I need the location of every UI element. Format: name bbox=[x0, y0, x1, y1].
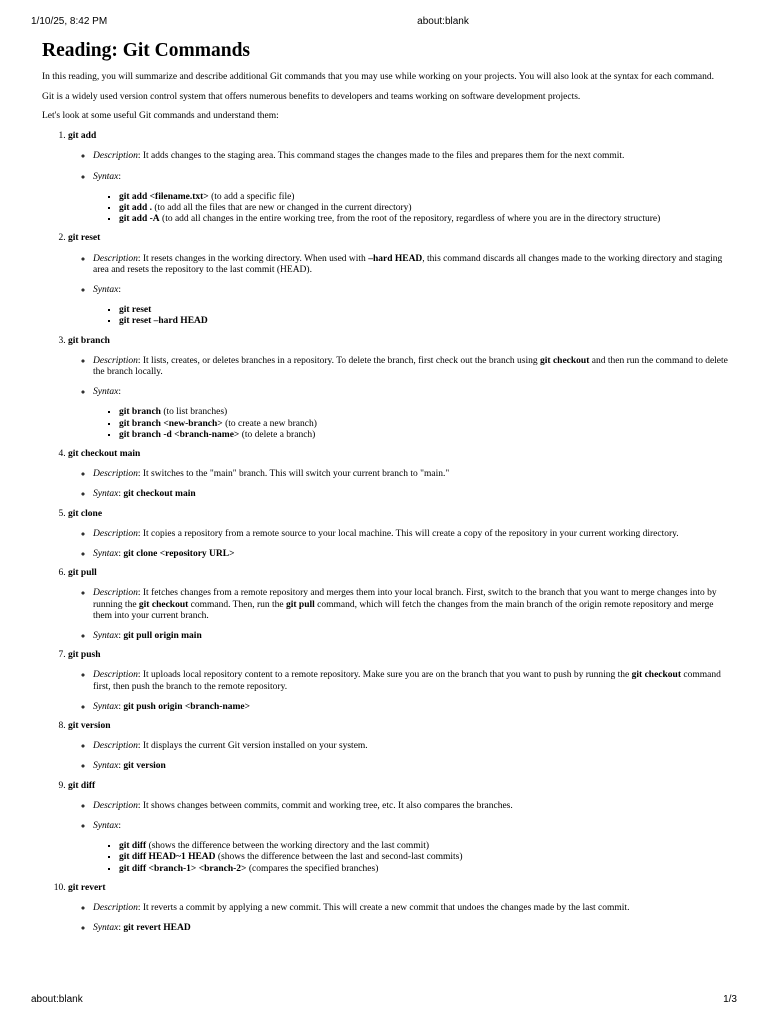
print-datetime: 1/10/25, 8:42 PM bbox=[31, 16, 108, 27]
command-item bbox=[68, 336, 732, 441]
description-text: and then run the command to delete the branch locally. bbox=[93, 355, 728, 377]
syntax-code: git add . bbox=[119, 202, 152, 213]
description-label: Description bbox=[93, 253, 138, 264]
syntax-note: (to add all changes in the entire working tree, from the root of the repository, regardless of where you are in the directory structure) bbox=[159, 214, 661, 225]
command-details bbox=[68, 529, 732, 560]
description-item: ◦ Description: It resets changes in the working directory. When used with –hard HEAD, this command discards all changes made to the working directory and staging area and resets the repository to the last commit (HEAD). bbox=[93, 254, 732, 276]
syntax-list bbox=[93, 841, 732, 875]
description-item: ◦ Description: It fetches changes from a remote repository and merges them into your local branch. First, switch to the branch that you want to merge changes into by running the git checkout command. Then, run the git pull command, which will fetch the changes from the main branch of the origin remote repository and merge them into your current branch. bbox=[93, 588, 732, 622]
description-text: It adds changes to the staging area. This command stages the changes made to the files and prepares them for the next commit. bbox=[142, 151, 625, 162]
intro-paragraph: Let's look at some useful Git commands and understand them: bbox=[42, 111, 279, 122]
command-details bbox=[68, 903, 732, 934]
syntax-label: Syntax bbox=[93, 171, 119, 182]
command-name: 2. git reset bbox=[68, 233, 101, 244]
description-label: Description bbox=[93, 469, 138, 480]
command-details bbox=[68, 356, 732, 441]
syntax-item: ◦ Syntax: git checkout main bbox=[93, 489, 732, 500]
command-details bbox=[68, 801, 732, 875]
syntax-code: git version bbox=[123, 761, 166, 772]
print-footer bbox=[0, 994, 768, 1008]
syntax-code: git add <filename.txt> bbox=[119, 191, 209, 202]
syntax-note: (to add a specific file) bbox=[208, 191, 295, 202]
command-list bbox=[42, 131, 732, 934]
command-item bbox=[68, 721, 732, 773]
description-text: It displays the current Git version installed on your system. bbox=[142, 741, 368, 752]
command-name: 6. git pull bbox=[68, 568, 97, 579]
description-text: command, which will fetch the changes from the main branch of the origin remote repository and merge them into your current branch. bbox=[93, 599, 714, 621]
syntax-item: ◦ Syntax: git version bbox=[93, 761, 732, 772]
syntax-note: (shows the difference between the last and second-last commits) bbox=[215, 852, 463, 863]
syntax-note: (to create a new branch) bbox=[222, 418, 317, 429]
description-item: ◦ Description: It reverts a commit by applying a new commit. This will create a new commit that undoes the changes made by the last commit. bbox=[93, 903, 732, 914]
syntax-note: (to add all the files that are new or changed in the current directory) bbox=[152, 202, 412, 213]
syntax-item: ◦ Syntax: ▪ git branch (to list branches) ▪ git branch <new-branch> (to create a new branch) ▪ git branch -d <branch-name> (to delete a branch) bbox=[93, 387, 732, 441]
syntax-note: (to delete a branch) bbox=[239, 429, 316, 440]
description-text: It fetches changes from a remote repository and merges them into your local branch. First, switch to the branch that you want to merge changes into by running the bbox=[93, 588, 717, 610]
command-name: 8. git version bbox=[68, 721, 111, 732]
syntax-label: Syntax bbox=[93, 387, 119, 398]
syntax-code: git diff <branch-1> <branch-2> bbox=[119, 863, 247, 874]
syntax-code: git checkout main bbox=[123, 489, 196, 500]
syntax-code: git diff bbox=[119, 841, 147, 852]
description-item: ◦ Description: It adds changes to the staging area. This command stages the changes made to the files and prepares them for the next commit. bbox=[93, 151, 732, 162]
command-item bbox=[68, 509, 732, 561]
syntax-code: git branch <new-branch> bbox=[119, 418, 223, 429]
description-text: It switches to the "main" branch. This will switch your current branch to "main." bbox=[142, 469, 450, 480]
description-text: command first, then push the branch to the remote repository. bbox=[93, 670, 721, 692]
command-item bbox=[68, 131, 732, 225]
syntax-label: Syntax bbox=[93, 631, 119, 641]
syntax-entry bbox=[119, 407, 732, 418]
command-item bbox=[68, 568, 732, 642]
syntax-list bbox=[93, 305, 732, 327]
description-label: Description bbox=[93, 800, 138, 811]
command-name: 9. git diff bbox=[68, 780, 96, 791]
inline-code: git checkout bbox=[138, 599, 189, 610]
syntax-item: ◦ Syntax: ▪ git diff (shows the difference between the working directory and the last commit) ▪ git diff HEAD~1 HEAD (shows the difference between the last and second-last commits) ▪ git diff <branch-1> <branch-2> (compares the specified branches) bbox=[93, 821, 732, 875]
description-item: ◦ Description: It copies a repository from a remote source to your local machine. This will create a copy of the repository in your current working directory. bbox=[93, 529, 732, 540]
command-details bbox=[68, 588, 732, 642]
command-details bbox=[68, 469, 732, 500]
syntax-note: (shows the difference between the working directory and the last commit) bbox=[146, 841, 430, 852]
description-item: ◦ Description: It lists, creates, or deletes branches in a repository. To delete the branch, first check out the branch using git checkout and then run the command to delete the branch locally. bbox=[93, 356, 732, 378]
syntax-entry bbox=[119, 430, 732, 441]
description-text: It resets changes in the working directory. When used with bbox=[142, 253, 369, 264]
syntax-code: git pull origin main bbox=[123, 631, 202, 641]
syntax-entry bbox=[119, 852, 732, 863]
syntax-label: Syntax bbox=[93, 548, 119, 559]
description-text: It shows changes between commits, commit and working tree, etc. It also compares the branches. bbox=[142, 800, 513, 811]
syntax-code: git diff HEAD~1 HEAD bbox=[119, 852, 216, 863]
description-text: It reverts a commit by applying a new commit. This will create a new commit that undoes the changes made by the last commit. bbox=[142, 903, 630, 914]
command-item bbox=[68, 650, 732, 713]
syntax-item: ◦ Syntax: ▪ git reset ▪ git reset –hard HEAD bbox=[93, 285, 732, 328]
command-name: 3. git branch bbox=[68, 335, 110, 346]
command-item bbox=[68, 883, 732, 935]
syntax-entry bbox=[119, 841, 732, 852]
command-name: 7. git push bbox=[68, 650, 101, 661]
description-text: It lists, creates, or deletes branches in a repository. To delete the branch, first check out the branch using bbox=[142, 355, 541, 366]
syntax-code: git push origin <branch-name> bbox=[123, 701, 251, 712]
command-details bbox=[68, 151, 732, 225]
syntax-entry bbox=[119, 203, 732, 214]
description-item: ◦ Description: It displays the current Git version installed on your system. bbox=[93, 741, 732, 752]
syntax-code: git branch -d <branch-name> bbox=[119, 429, 240, 440]
description-label: Description bbox=[93, 588, 138, 599]
syntax-code: git branch bbox=[119, 407, 161, 418]
syntax-item: ◦ Syntax: git push origin <branch-name> bbox=[93, 702, 732, 713]
intro-paragraph: In this reading, you will summarize and describe additional Git commands that you may use while working on your projects. You will also look at the syntax for each command. bbox=[42, 72, 714, 82]
syntax-label: Syntax bbox=[93, 923, 119, 934]
description-text: , this command discards all changes made to the working directory and staging area and resets the repository to the last commit (HEAD). bbox=[93, 253, 723, 275]
syntax-label: Syntax bbox=[93, 701, 119, 712]
page-title: Reading: Git Commands bbox=[42, 40, 251, 61]
syntax-label: Syntax bbox=[93, 489, 119, 500]
syntax-code: git add -A bbox=[119, 214, 160, 225]
inline-code: git checkout bbox=[631, 670, 681, 681]
syntax-list bbox=[93, 192, 732, 226]
print-url-top: about:blank bbox=[417, 16, 469, 27]
description-item: ◦ Description: It shows changes between commits, commit and working tree, etc. It also compares the branches. bbox=[93, 801, 732, 812]
syntax-entry bbox=[119, 316, 732, 327]
description-label: Description bbox=[93, 151, 138, 162]
description-text: It uploads local repository content to a remote repository. Make sure you are on the branch that you want to push by running the bbox=[142, 670, 632, 681]
description-item: ◦ Description: It switches to the "main" branch. This will switch your current branch to "main." bbox=[93, 469, 732, 480]
description-label: Description bbox=[93, 741, 138, 752]
description-text: It copies a repository from a remote source to your local machine. This will create a copy of the repository in your current working directory. bbox=[142, 528, 679, 539]
inline-code: git pull bbox=[285, 599, 315, 610]
command-name: 4. git checkout main bbox=[68, 448, 141, 459]
syntax-note: (to list branches) bbox=[160, 407, 228, 418]
syntax-label: Syntax bbox=[93, 821, 119, 832]
command-details bbox=[68, 254, 732, 328]
syntax-item: ◦ Syntax: git clone <repository URL> bbox=[93, 549, 732, 560]
command-name: 5. git clone bbox=[68, 508, 103, 519]
command-name: 10. git revert bbox=[68, 882, 106, 893]
description-item: ◦ Description: It uploads local repository content to a remote repository. Make sure you are on the branch that you want to push by running the git checkout command first, then push the branch to the remote repository. bbox=[93, 670, 732, 692]
syntax-entry bbox=[119, 305, 732, 316]
print-url-bottom: about:blank bbox=[31, 994, 83, 1005]
syntax-item: ◦ Syntax: git revert HEAD bbox=[93, 923, 732, 934]
document-body bbox=[42, 38, 732, 942]
inline-code: git checkout bbox=[540, 355, 590, 366]
command-details bbox=[68, 741, 732, 772]
syntax-entry bbox=[119, 214, 732, 225]
description-label: Description bbox=[93, 903, 138, 914]
syntax-code: git revert HEAD bbox=[123, 923, 191, 934]
syntax-item: ◦ Syntax: git pull origin main bbox=[93, 631, 732, 642]
intro-paragraph: Git is a widely used version control system that offers numerous benefits to developers and teams working on software development projects. bbox=[42, 91, 581, 102]
command-item bbox=[68, 449, 732, 501]
syntax-entry bbox=[119, 864, 732, 875]
print-header bbox=[0, 16, 768, 30]
command-name: 1. git add bbox=[68, 131, 97, 142]
syntax-code: git clone <repository URL> bbox=[123, 548, 235, 559]
command-item bbox=[68, 233, 732, 327]
syntax-label: Syntax bbox=[93, 761, 119, 772]
command-item bbox=[68, 781, 732, 875]
syntax-code: git reset bbox=[119, 305, 152, 316]
description-label: Description bbox=[93, 355, 138, 366]
description-label: Description bbox=[93, 528, 138, 539]
syntax-list bbox=[93, 407, 732, 441]
description-label: Description bbox=[93, 670, 138, 681]
syntax-note: (compares the specified branches) bbox=[246, 863, 379, 874]
inline-code: –hard HEAD bbox=[368, 253, 423, 264]
syntax-entry bbox=[119, 192, 732, 203]
command-details bbox=[68, 670, 732, 713]
syntax-entry bbox=[119, 419, 732, 430]
syntax-code: git reset –hard HEAD bbox=[119, 316, 208, 327]
page-number: 1/3 bbox=[723, 994, 737, 1005]
syntax-item: ◦ Syntax: ▪ git add <filename.txt> (to add a specific file) ▪ git add . (to add all the files that are new or changed in the current directory) ▪ git add -A (to add all changes in the entire working tree, from the root of the repository, regardless of where you are in the directory structure) bbox=[93, 172, 732, 226]
description-text: command. Then, run the bbox=[188, 599, 286, 610]
syntax-label: Syntax bbox=[93, 284, 119, 295]
